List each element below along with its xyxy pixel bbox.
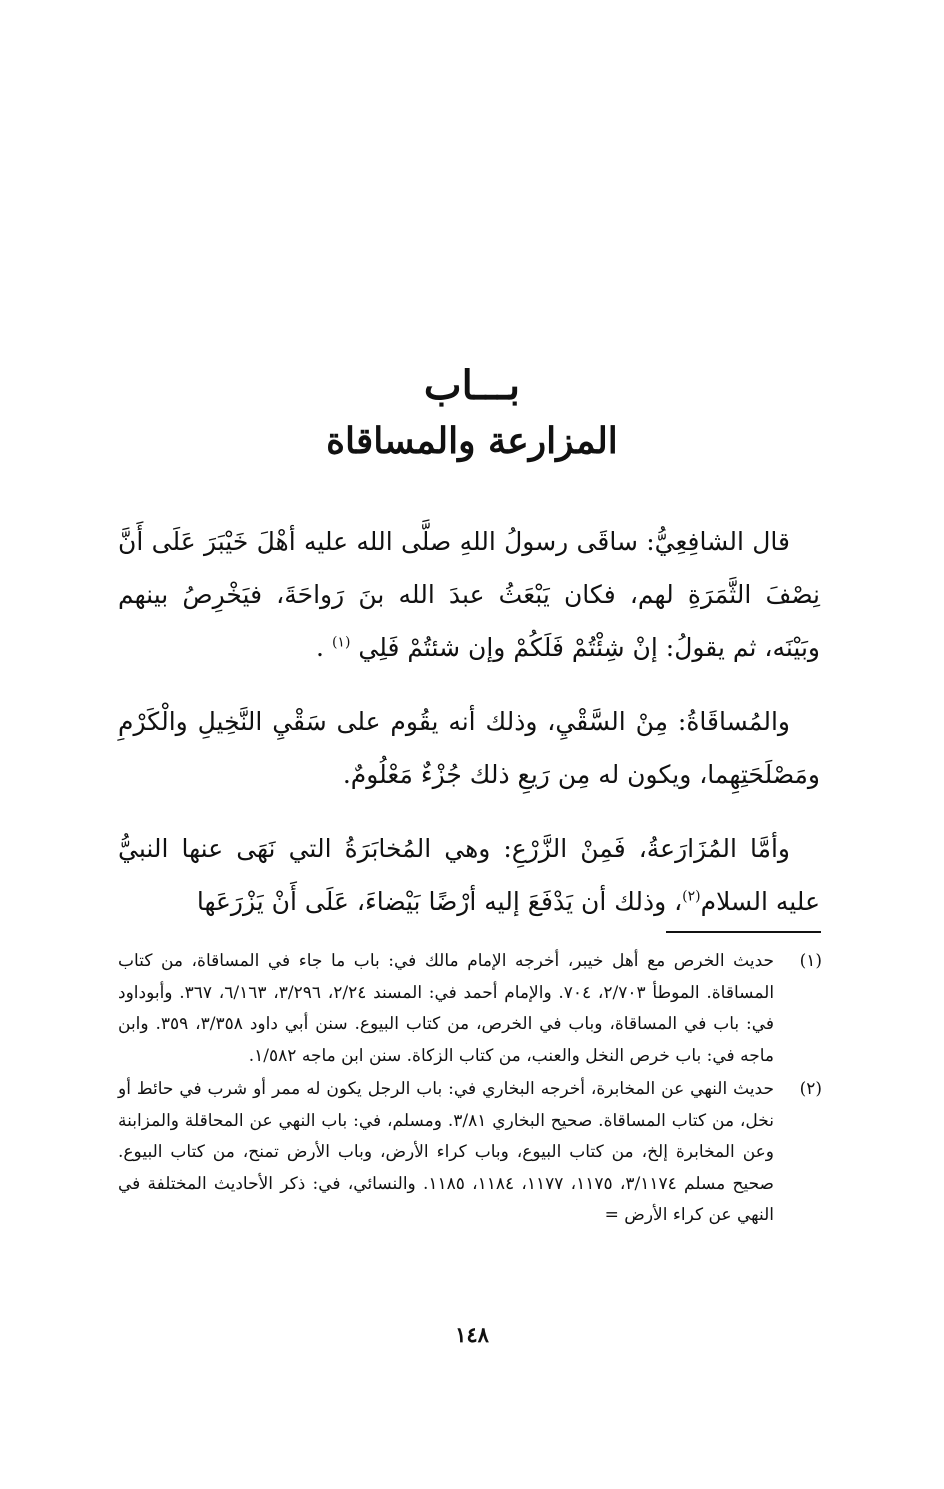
main-text — [118, 515, 820, 949]
chapter-label: بـــاب — [423, 362, 521, 409]
paragraph-3-text-before: وأمَّا المُزَارَعةُ، فَمِنْ الزَّرْعِ: وهي المُخابَرَةُ التي نَهَى عنها النبيُّ عليه السلام — [118, 834, 820, 916]
paragraph-2-text: والمُساقَاةُ: مِنْ السَّقْيِ، وذلك أنه يقُوم على سَقْيِ النَّخِيلِ والْكَرْمِ ومَصْلَحَتِهِما، ويكون له مِن رَيعِ ذلك جُزْءٌ مَعْلُومٌ. — [118, 707, 820, 789]
footnote-ref-2: (٢) — [682, 888, 701, 905]
footnote-ref-1: (١) — [331, 634, 351, 651]
paragraph-3-text-after: ، وذلك أن يَدْفَعَ إليه أرْضًا بَيْضاءَ، عَلَى أَنْ يَزْرَعَها — [196, 887, 683, 916]
paragraph-3 — [118, 822, 820, 928]
footnote — [118, 946, 822, 1072]
footnote-text: حديث الخرص مع أهل خيبر، أخرجه الإمام مالك في: باب ما جاء في المساقاة، من كتاب المساقاة. الموطأ ٢/٧٠٣، ٧٠٤. والإمام أحمد في: المسند ٢/٢٤، ٣/٢٩٦، ٦/١٦٣، ٣٦٧. وأبوداود في: باب في المساقاة، وباب في الخرص، من كتاب البيوع. سنن أبي داود ٣/٣٥٨، ٣٥٩. وابن ماجه في: باب خرص النخل والعنب، من كتاب الزكاة. سنن ابن ماجه ١/٥٨٢. — [118, 951, 775, 1066]
footnote-text: حديث النهي عن المخابرة، أخرجه البخاري في: باب الرجل يكون له ممر أو شرب في حائط أو نخل، من كتاب المساقاة. صحيح البخاري ٣/٨١. ومسلم، في: باب النهي عن المحاقلة والمزابنة وعن المخابرة إلخ، من كتاب البيوع، وباب كراء الأرض، وباب الأرض تمنح، من كتاب البيوع. صحيح مسلم ٣/١١٧٤، ١١٧٥، ١١٧٧، ١١٨٤، ١١٨٥. والنسائي، في: ذكر الأحاديث المختلفة في النهي عن كراء الأرض = — [118, 1079, 774, 1225]
paragraph-1-end: . — [316, 633, 324, 662]
paragraph-1 — [118, 515, 820, 674]
footnotes — [118, 946, 822, 1234]
paragraph-2 — [118, 695, 820, 801]
footnote-separator — [666, 931, 821, 933]
page-number: ١٤٨ — [455, 1322, 489, 1347]
footnote-number: (١) — [799, 951, 822, 971]
chapter-heading — [0, 358, 944, 468]
paragraph-1-text: قال الشافِعِيُّ: ساقَى رسولُ اللهِ صلَّى الله عليه أهْلَ خَيْبَرَ عَلَى أَنَّ نِصْفَ الثَّمَرَةِ لهم، فكان يَبْعَثُ عبدَ الله بنَ رَواحَةَ، فيَخْرِصُ بينهم وبَيْنَه، ثم يقولُ: إنْ شِئْتُمْ فَلَكُمْ وإن شئتُمْ فَلِي — [118, 527, 820, 662]
chapter-title: المزارعة والمساقاة — [326, 420, 618, 462]
footnote — [118, 1074, 822, 1232]
footnote-number: (٢) — [799, 1079, 822, 1099]
